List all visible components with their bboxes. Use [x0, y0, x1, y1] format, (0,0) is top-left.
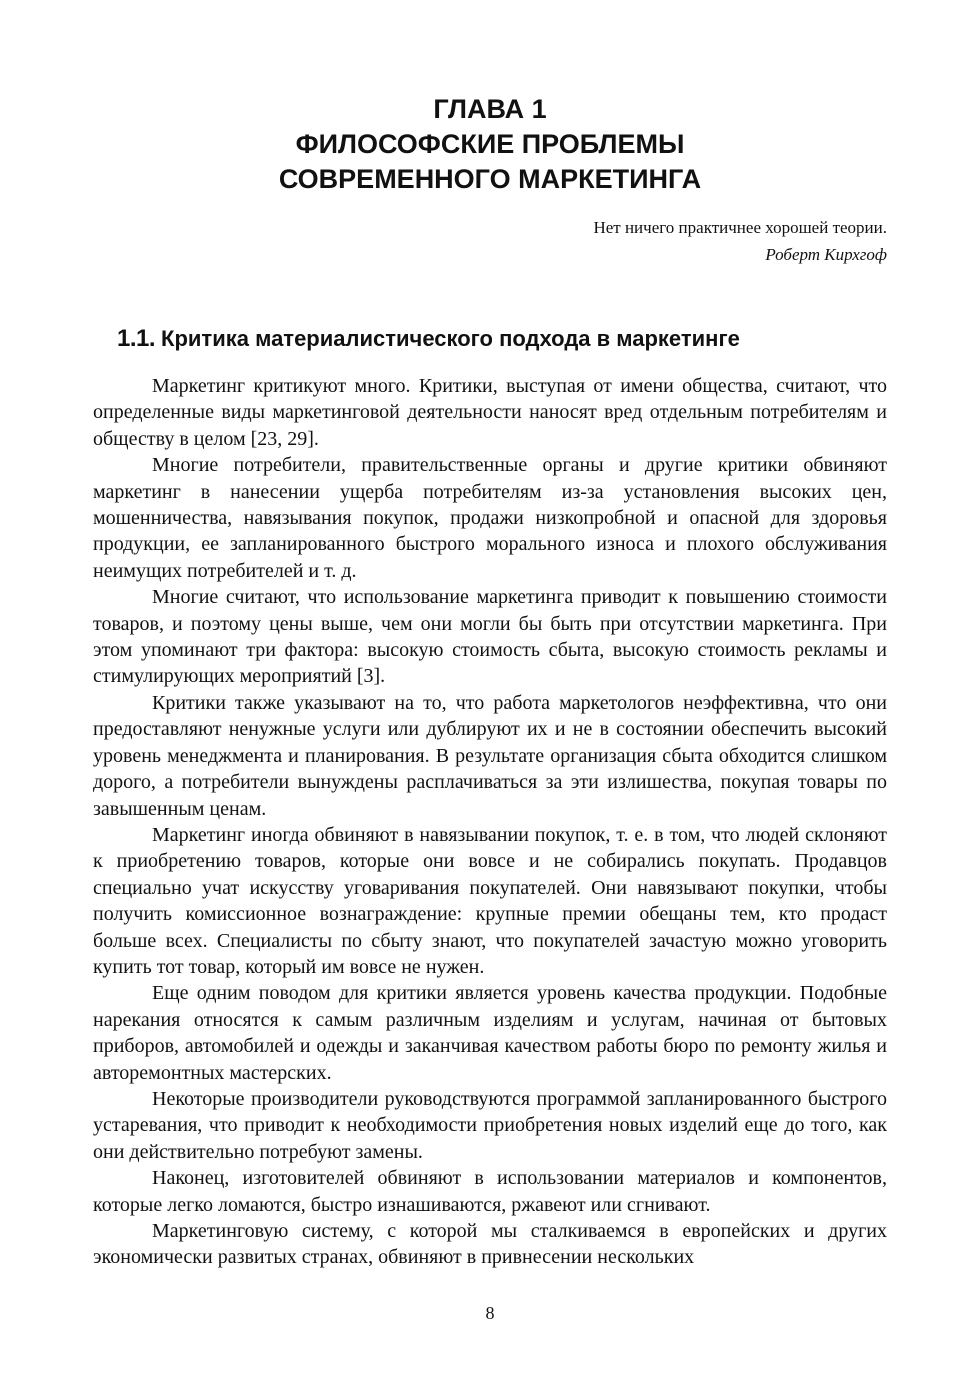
body-text — [93, 373, 887, 1271]
chapter-title-line-1: ФИЛОСОФСКИЕ ПРОБЛЕМЫ — [295, 129, 685, 159]
paragraph: Еще одним поводом для критики является уровень качества продукции. Подобные нарекания относятся к самым различным изделиям и услугам, начиная от бытовых приборов, автомобилей и одежды и заканчивая качеством работы бюро по ремонту жилья и авторемонтных мастерских. — [93, 982, 887, 1084]
chapter-title-line-2: СОВРЕМЕННОГО МАРКЕТИНГА — [278, 164, 702, 194]
paragraph: Маркетинг иногда обвиняют в навязывании покупок, т. е. в том, что людей склоняют к приобретению товаров, которые они вовсе и не собирались покупать. Продавцов специально учат искусству уговаривания покупателей. Они навязывают покупки, чтобы получить комиссионное вознаграждение: крупные премии обещаны тем, кто продаст больше всех. Специалисты по сбыту знают, что покупателей зачастую можно уговорить купить тот товар, который им вовсе не нужен. — [93, 823, 887, 978]
paragraph: Маркетинговую систему, с которой мы сталкиваемся в европейских и других экономически развитых странах, обвиняют в привнесении нескольких — [93, 1220, 887, 1269]
chapter-label: ГЛАВА 1 — [433, 94, 547, 124]
epigraph — [593, 214, 887, 268]
chapter-heading — [0, 92, 980, 197]
paragraph: Многие потребители, правительственные органы и другие критики обвиняют маркетинг в нанесении ущерба потребителям из-за установления высоких цен, мошенничества, навязывания покупок, продажи низкопробной и опасной для здоровья продукции, ее запланированного быстрого морального износа и плохого обслуживания неимущих потребителей и т. д. — [93, 454, 887, 582]
paragraph: Наконец, изготовителей обвиняют в использовании материалов и компонентов, которые легко ломаются, быстро изнашиваются, ржавеют или сгнивают. — [93, 1167, 887, 1216]
paragraph: Многие считают, что использование маркетинга приводит к повышению стоимости товаров, и поэтому цены выше, чем они могли бы быть при отсутствии маркетинга. При этом упоминают три фактора: высокую стоимость сбыта, высокую стоимость рекламы и стимулирующих мероприятий [3]. — [93, 586, 887, 688]
section-title — [117, 324, 740, 354]
paragraph: Некоторые производители руководствуются программой запланированного быстрого устаревания, что приводит к необходимости приобретения новых изделий еще до того, как они действительно потребуют замены. — [93, 1087, 887, 1163]
section-number: 1.1. — [117, 325, 156, 352]
paragraph: Маркетинг критикуют много. Критики, выступая от имени общества, считают, что определенные виды маркетинговой деятельности наносят вред отдельным потребителям и обществу в целом [23, 29]. — [93, 375, 887, 450]
epigraph-quote: Нет ничего практичнее хорошей теории. — [593, 218, 887, 237]
page-number: 8 — [485, 1303, 495, 1323]
paragraph: Критики также указывают на то, что работа маркетологов неэффективна, что они предоставляют ненужные услуги или дублируют их и не в состоянии обеспечить высокий уровень менеджмента и планирования. В результате организация сбыта обходится слишком дорого, а потребители вынуждены расплачиваться за эти излишества, покупая товары по завышенным ценам. — [93, 691, 887, 820]
section-title-text: Критика материалистического подхода в маркетинге — [161, 326, 740, 351]
epigraph-author: Роберт Кирхгоф — [765, 245, 887, 264]
